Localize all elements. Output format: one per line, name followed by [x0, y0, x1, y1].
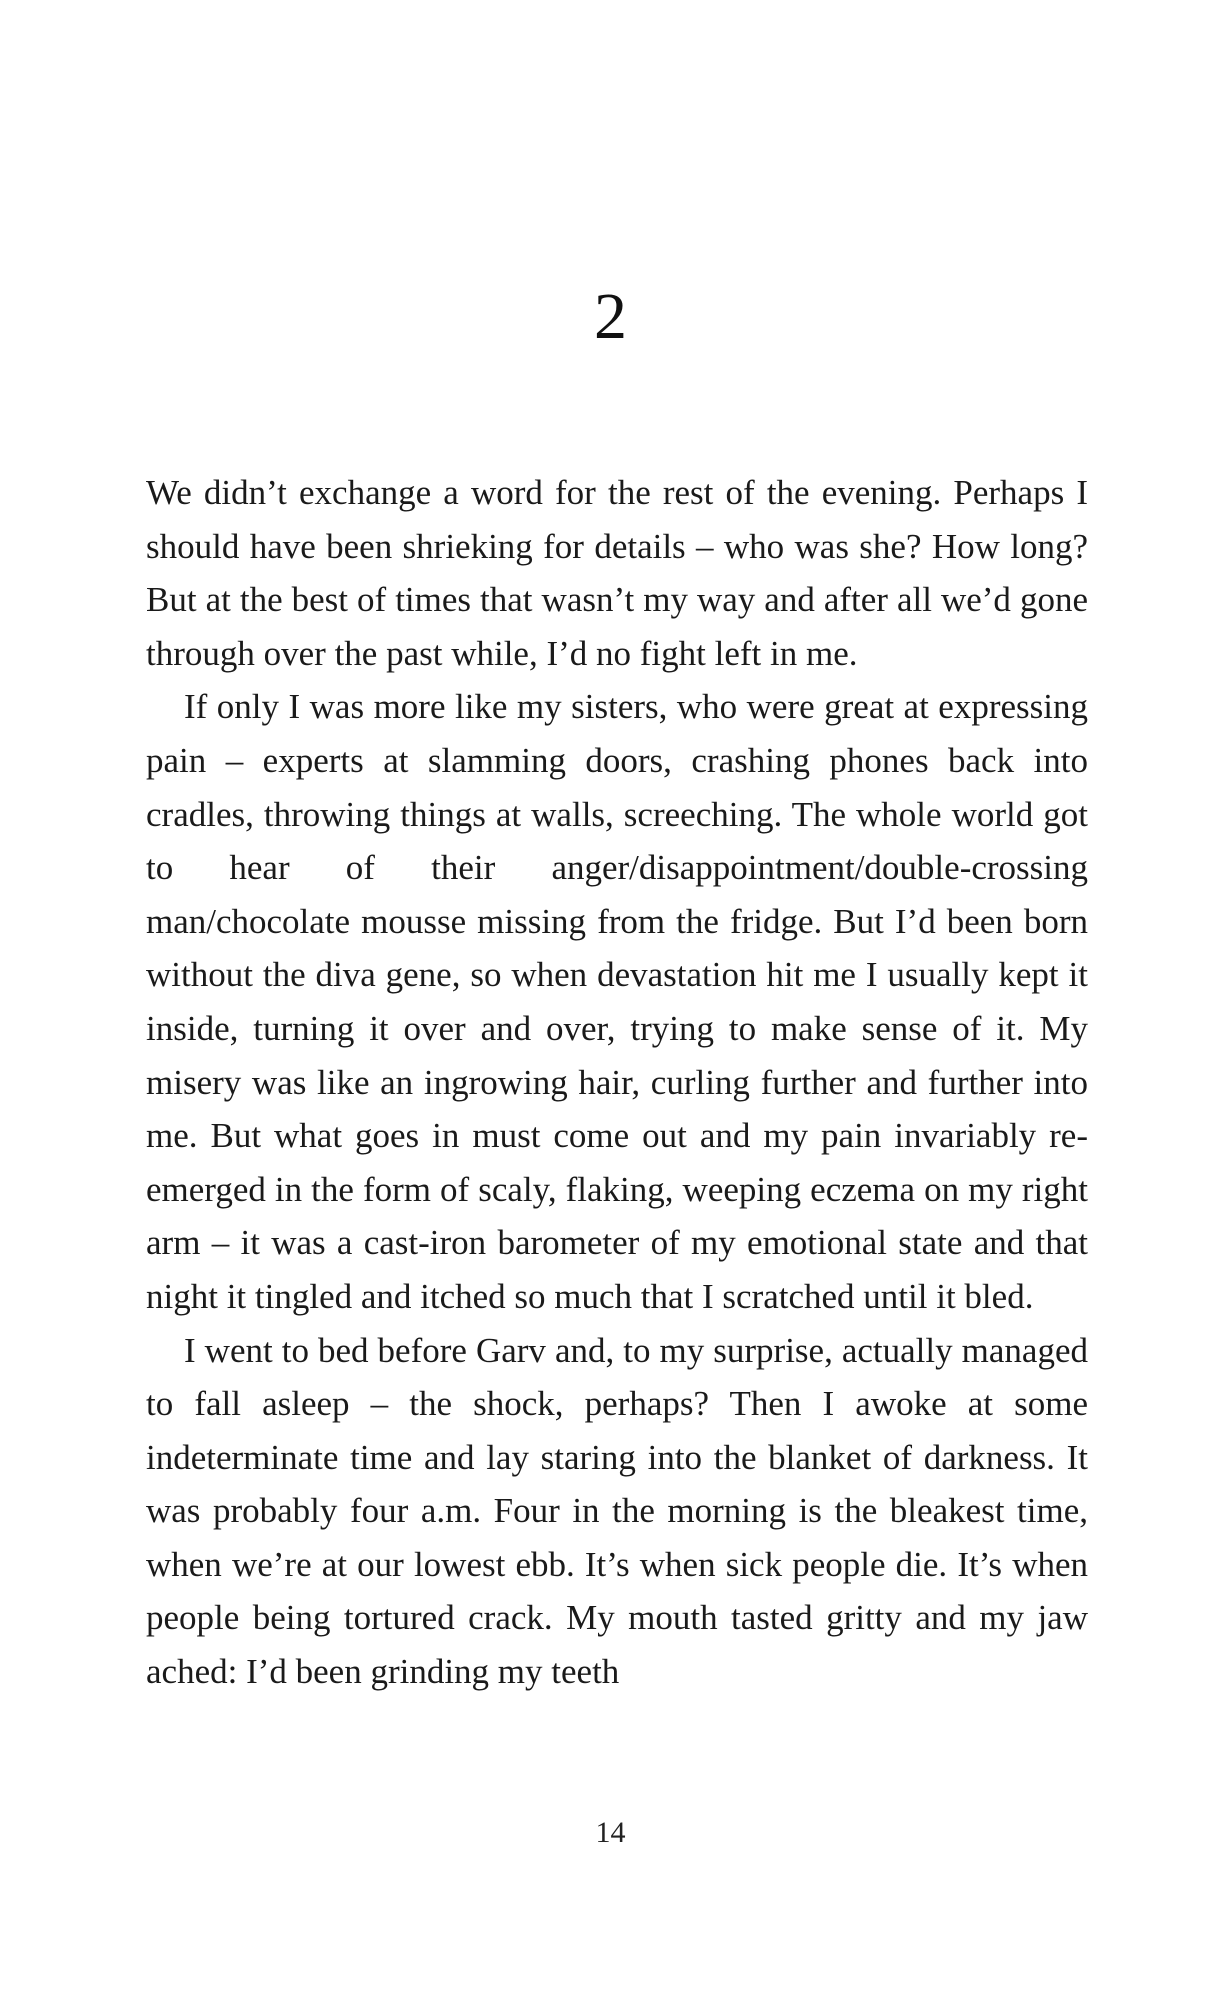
paragraph-3: I went to bed before Garv and, to my surprise, actually managed to fall asleep – the shock, perhaps? Then I awoke at some indeterminate time and lay staring into the blanket of darkness. It was probably four a.m. Four in the morning is the bleakest time, when we’re at our lowest ebb. It’s when sick people die. It’s when people being tortured crack. My mouth tasted gritty and my jaw ached: I’d been grinding my teeth [146, 1330, 1088, 1692]
chapter-number: 2 [594, 280, 627, 353]
paragraph-2: If only I was more like my sisters, who were great at expressing pain – experts at slamming doors, crashing phones back into cradles, throwing things at walls, screeching. The whole world got to hear of their anger/disappointment/double-crossing man/chocolate mousse missing from the fridge. But I’d been born without the diva gene, so when devastation hit me I usually kept it inside, turning it over and over, trying to make sense of it. My misery was like an ingrowing hair, curling further and further into me. But what goes in must come out and my pain invariably re-emerged in the form of scaly, flaking, weeping eczema on my right arm – it was a cast-iron barometer of my emotional state and that night it tingled and itched so much that I scratched until it bled. [146, 687, 1088, 1316]
page-number: 14 [595, 1816, 626, 1849]
paragraph-1: We didn’t exchange a word for the rest of the evening. Perhaps I should have been shrieking for details – who was she? How long? But at the best of times that wasn’t my way and after all we’d gone through over the past while, I’d no fight left in me. [146, 473, 1088, 673]
body-text [146, 466, 1088, 1699]
